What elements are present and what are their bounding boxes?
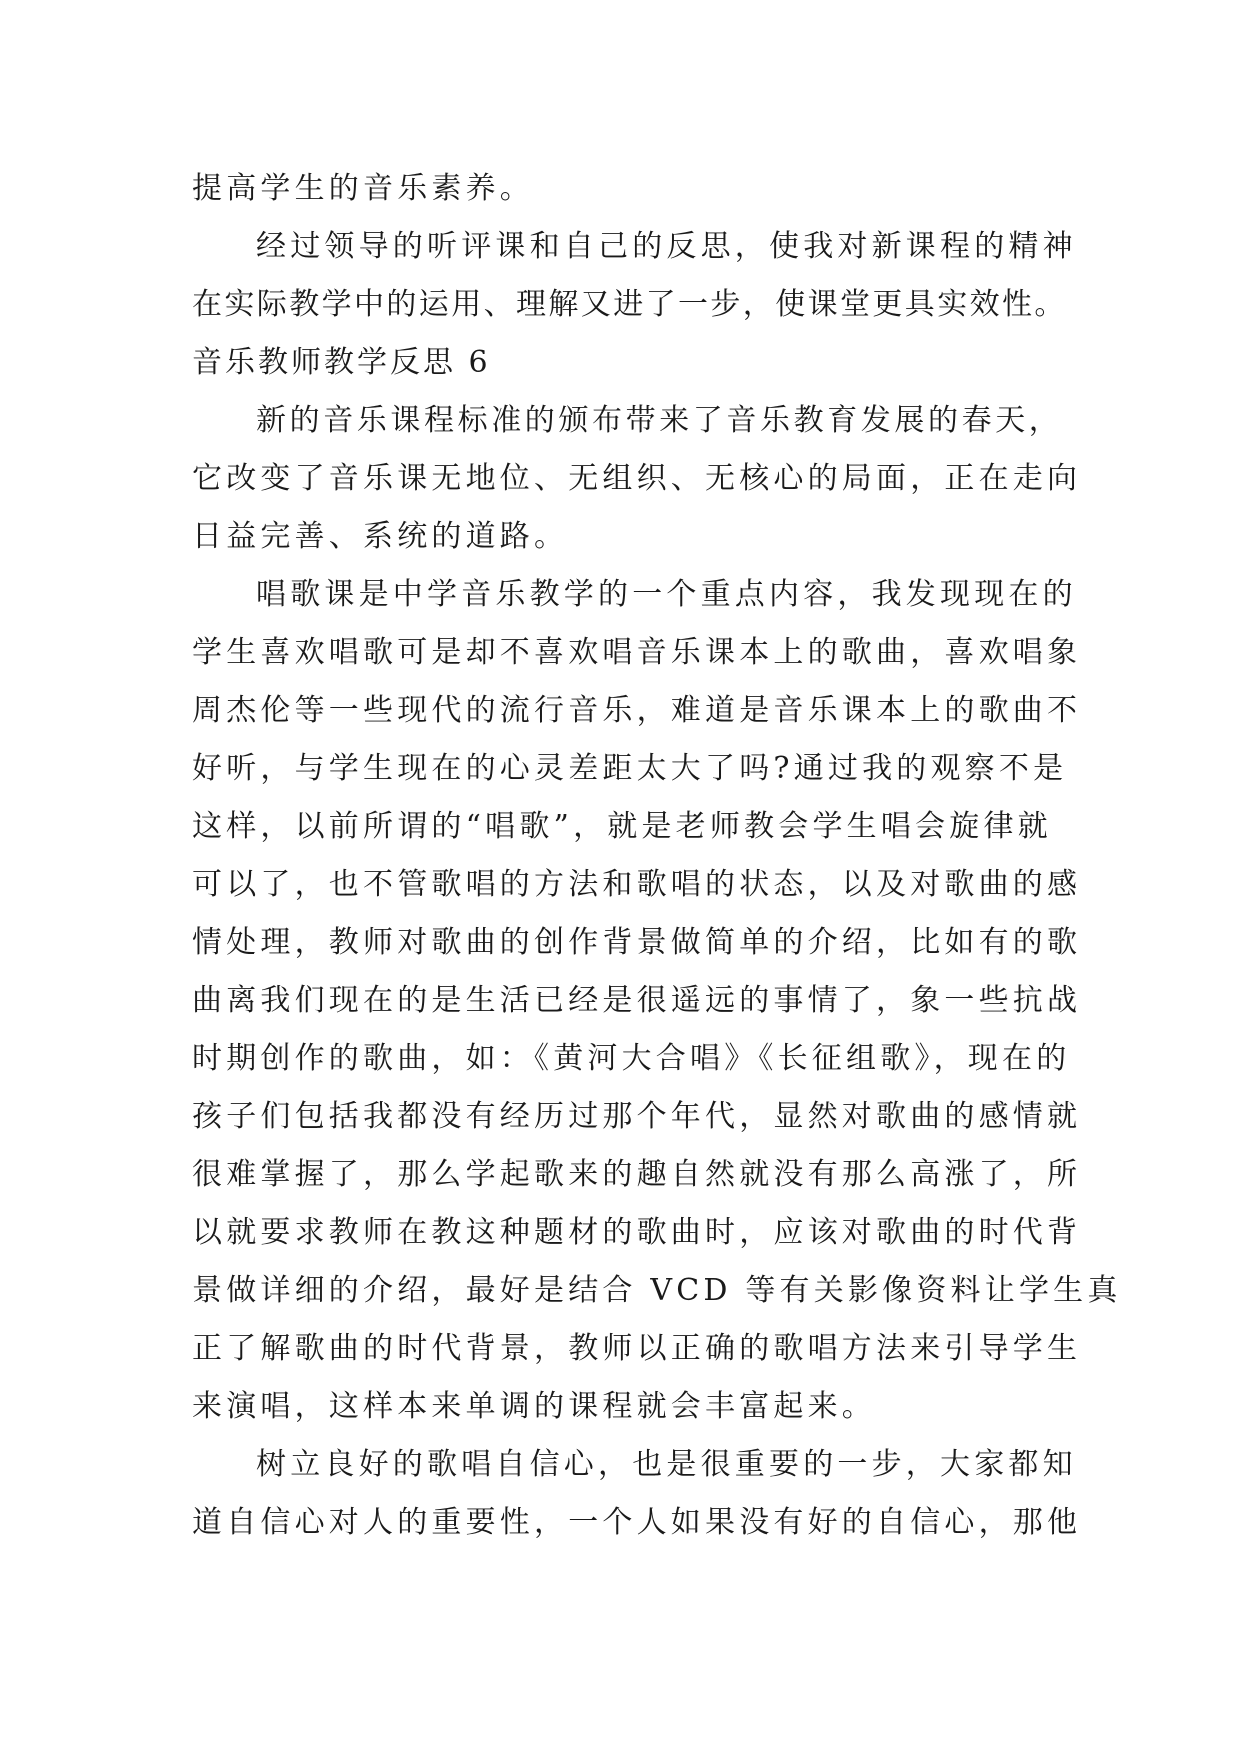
text-line: 情处理，教师对歌曲的创作背景做简单的介绍，比如有的歌 — [192, 925, 1082, 960]
text-line: 提高学生的音乐素养。 — [192, 171, 534, 206]
text-line: 以就要求教师在教这种题材的歌曲时，应该对歌曲的时代背 — [192, 1215, 1082, 1250]
paragraph-5 — [192, 1436, 1082, 1552]
text-line: 新的音乐课程标准的颁布带来了音乐教育发展的春天， — [256, 403, 1063, 438]
text-line: 学生喜欢唱歌可是却不喜欢唱音乐课本上的歌曲，喜欢唱象 — [192, 635, 1082, 670]
paragraph-4 — [192, 566, 1122, 1436]
text-line: 时期创作的歌曲，如：《黄河大合唱》《长征组歌》，现在的 — [192, 1041, 1071, 1076]
text-line: 在实际教学中的运用、理解又进了一步，使课堂更具实效性。 — [192, 287, 1067, 322]
text-line: 可以了，也不管歌唱的方法和歌唱的状态，以及对歌曲的感 — [192, 867, 1082, 902]
text-line: 日益完善、系统的道路。 — [192, 519, 569, 554]
paragraph-3 — [192, 392, 1082, 566]
text-line: 好听，与学生现在的心灵差距太大了吗?通过我的观察不是 — [192, 751, 1068, 786]
text-line: 周杰伦等一些现代的流行音乐，难道是音乐课本上的歌曲不 — [192, 693, 1082, 728]
text-line: 很难掌握了，那么学起歌来的趣自然就没有那么高涨了，所 — [192, 1157, 1082, 1192]
text-line: 这样，以前所谓的“唱歌”，就是老师教会学生唱会旋律就 — [192, 809, 1052, 844]
paragraph-2 — [192, 218, 1077, 334]
paragraph-1 — [192, 160, 1062, 218]
text-line: 景做详细的介绍，最好是结合 VCD 等有关影像资料让学生真 — [192, 1273, 1122, 1308]
text-line: 曲离我们现在的是生活已经是很遥远的事情了，象一些抗战 — [192, 983, 1082, 1018]
section-heading: 音乐教师教学反思 6 — [192, 345, 491, 380]
text-line: 道自信心对人的重要性，一个人如果没有好的自信心，那他 — [192, 1505, 1082, 1540]
text-line: 唱歌课是中学音乐教学的一个重点内容，我发现现在的 — [256, 577, 1077, 612]
document-body — [192, 160, 1122, 1552]
text-line: 孩子们包括我都没有经历过那个年代，显然对歌曲的感情就 — [192, 1099, 1082, 1134]
text-line: 来演唱，这样本来单调的课程就会丰富起来。 — [192, 1389, 876, 1424]
text-line: 树立良好的歌唱自信心，也是很重要的一步，大家都知 — [256, 1447, 1077, 1482]
text-line: 它改变了音乐课无地位、无组织、无核心的局面，正在走向 — [192, 461, 1082, 496]
text-line: 经过领导的听评课和自己的反思，使我对新课程的精神 — [256, 229, 1077, 264]
text-line: 正了解歌曲的时代背景，教师以正确的歌唱方法来引导学生 — [192, 1331, 1082, 1366]
